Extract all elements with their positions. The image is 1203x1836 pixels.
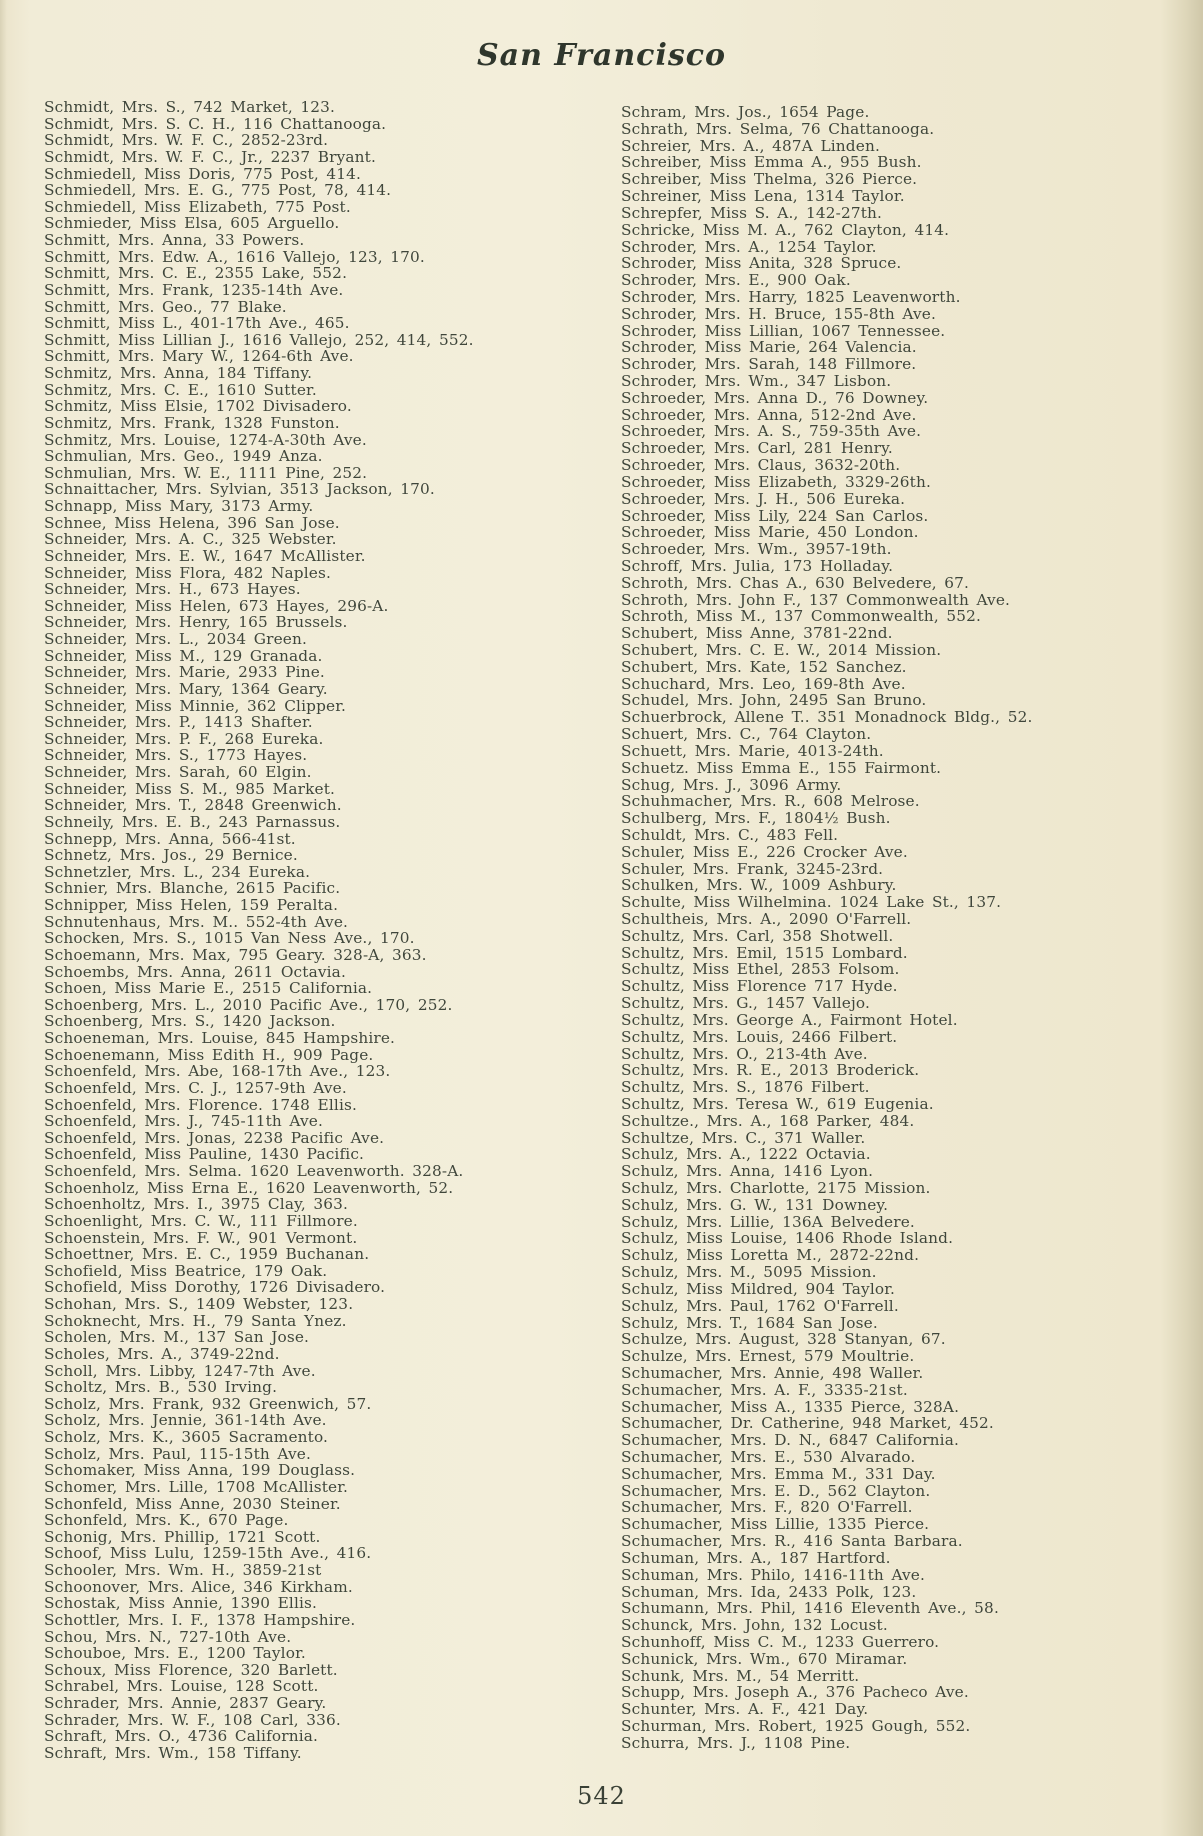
directory-entry: Schnetz, Mrs. Jos., 29 Bernice. <box>44 846 298 865</box>
directory-entry: Schreier, Mrs. A., 487A Linden. <box>621 136 880 155</box>
directory-entry: Schraft, Mrs. O., 4736 California. <box>44 1727 319 1746</box>
directory-entry: Schoen, Miss Marie E., 2515 California. <box>44 979 373 998</box>
directory-entry: Schneider, Miss Helen, 673 Hayes, 296-A. <box>44 596 389 615</box>
directory-entry: Schraft, Mrs. Wm., 158 Tiffany. <box>44 1743 302 1762</box>
directory-entry: Schrabel, Mrs. Louise, 128 Scott. <box>44 1677 319 1696</box>
directory-entry: Schultze, Mrs. C., 371 Waller. <box>621 1128 866 1147</box>
directory-entry: Schneily, Mrs. E. B., 243 Parnassus. <box>44 812 341 831</box>
directory-entry: Schmitt, Miss Lillian J., 1616 Vallejo, 252, 414, 552. <box>44 330 474 349</box>
directory-entry: Schultz, Mrs. Carl, 358 Shotwell. <box>621 926 894 945</box>
directory-entry: Schroder, Miss Anita, 328 Spruce. <box>621 254 902 273</box>
directory-entry: Schmitt, Mrs. Anna, 33 Powers. <box>44 231 305 249</box>
directory-entry: Scholz, Mrs. Paul, 115-15th Ave. <box>44 1444 312 1463</box>
directory-entry: Schneider, Mrs. Mary, 1364 Geary. <box>44 679 328 698</box>
directory-entry: Schumacher, Mrs. F., 820 O'Farrell. <box>621 1498 913 1517</box>
directory-entry: Schultz, Mrs. George A., Fairmont Hotel. <box>621 1010 958 1029</box>
directory-entry: Schoonover, Mrs. Alice, 346 Kirkham. <box>44 1577 353 1596</box>
directory-entry: Schomer, Mrs. Lille, 1708 McAllister. <box>44 1477 349 1496</box>
directory-entry: Schroeder, Miss Lily, 224 San Carlos. <box>621 506 929 525</box>
directory-entry: Schroeder, Mrs. Claus, 3632-20th. <box>621 456 901 475</box>
directory-entry: Schroder, Mrs. Harry, 1825 Leavenworth. <box>621 287 961 306</box>
directory-entry: Schoenberg, Mrs. L., 2010 Pacific Ave., 170, 252. <box>44 995 453 1014</box>
directory-entry: Schulken, Mrs. W., 1009 Ashbury. <box>621 876 897 895</box>
directory-entry: Schuerbrock, Allene T.. 351 Monadnock Bldg., 52. <box>621 708 1033 727</box>
directory-entry: Schooler, Mrs. Wm. H., 3859-21st <box>44 1561 322 1579</box>
directory-entry: Schrath, Mrs. Selma, 76 Chattanooga. <box>621 119 935 138</box>
directory-entry: Schultz, Mrs. S., 1876 Filbert. <box>621 1078 870 1097</box>
directory-entry: Schnapp, Miss Mary, 3173 Army. <box>44 497 314 515</box>
directory-entry: Schurra, Mrs. J., 1108 Pine. <box>621 1733 851 1752</box>
directory-entry: Schoenstein, Mrs. F. W., 901 Vermont. <box>44 1228 358 1247</box>
directory-entry: Schoenholz, Miss Erna E., 1620 Leavenworth, 52. <box>44 1178 454 1197</box>
directory-entry: Schmitt, Mrs. Geo., 77 Blake. <box>44 297 287 316</box>
directory-entry: Schroeder, Mrs. Anna D., 76 Downey. <box>621 388 929 407</box>
directory-entry: Schroth, Mrs. John F., 137 Commonwealth Ave. <box>621 590 1011 609</box>
directory-entry: Schmitt, Mrs. C. E., 2355 Lake, 552. <box>44 264 348 283</box>
directory-entry: Scholtz, Mrs. B., 530 Irving. <box>44 1378 278 1397</box>
directory-entry: Schroeder, Miss Marie, 450 London. <box>621 523 919 542</box>
directory-entry: Schoenlight, Mrs. C. W., 111 Fillmore. <box>44 1211 358 1230</box>
directory-entry: Schonfeld, Mrs. K., 670 Page. <box>44 1511 289 1530</box>
directory-entry: Schulz, Mrs. T., 1684 San Jose. <box>621 1313 878 1332</box>
directory-entry: Schultz, Mrs. O., 213-4th Ave. <box>621 1044 868 1063</box>
directory-entry: Schulze, Mrs. Ernest, 579 Moultrie. <box>621 1347 915 1366</box>
directory-entry: Schulz, Mrs. Lillie, 136A Belvedere. <box>621 1212 915 1231</box>
directory-entry: Schoux, Miss Florence, 320 Barlett. <box>44 1660 338 1679</box>
directory-entry: Schuert, Mrs. C., 764 Clayton. <box>621 725 872 744</box>
directory-entry: Schulz, Mrs. Charlotte, 2175 Mission. <box>621 1179 931 1197</box>
directory-entry: Scholen, Mrs. M., 137 San Jose. <box>44 1328 310 1347</box>
directory-entry: Schneider, Mrs. Marie, 2933 Pine. <box>44 663 325 682</box>
directory-entry: Schumacher, Mrs. Annie, 498 Waller. <box>621 1363 924 1382</box>
directory-entry: Schmiedell, Mrs. E. G., 775 Post, 78, 414. <box>44 181 392 200</box>
directory-entry: Schroeder, Mrs. Wm., 3957-19th. <box>621 540 892 559</box>
directory-entry: Schneider, Miss Minnie, 362 Clipper. <box>44 696 347 715</box>
directory-entry: Schneider, Mrs. Sarah, 60 Elgin. <box>44 763 312 781</box>
directory-entry: Schmulian, Mrs. W. E., 1111 Pine, 252. <box>44 463 368 482</box>
directory-entry: Schunck, Mrs. John, 132 Locust. <box>621 1616 888 1635</box>
directory-entry: Schulz, Mrs. M., 5095 Mission. <box>621 1263 877 1282</box>
directory-entry: Schmitz, Mrs. Frank, 1328 Funston. <box>44 413 340 432</box>
directory-entry: Schnaittacher, Mrs. Sylvian, 3513 Jackson, 170. <box>44 480 435 499</box>
directory-entry: Schumacher, Mrs. E. D., 562 Clayton. <box>621 1481 931 1500</box>
directory-entry: Schmidt, Mrs. S., 742 Market, 123. <box>44 98 336 116</box>
directory-entry: Schneider, Mrs. Henry, 165 Brussels. <box>44 613 348 632</box>
directory-entry: Schoknecht, Mrs. H., 79 Santa Ynez. <box>44 1311 347 1330</box>
directory-entry: Schunk, Mrs. M., 54 Merritt. <box>621 1666 860 1685</box>
directory-entry: Schnee, Miss Helena, 396 San Jose. <box>44 513 340 532</box>
directory-entry: Schohan, Mrs. S., 1409 Webster, 123. <box>44 1295 354 1313</box>
directory-entry: Schoenemann, Miss Edith H., 909 Page. <box>44 1045 374 1064</box>
directory-entry: Schmitt, Mrs. Edw. A., 1616 Vallejo, 123, 170. <box>44 247 425 266</box>
directory-entry: Schumacher, Mrs. D. N., 6847 California. <box>621 1431 960 1450</box>
directory-entry: Schreiber, Miss Emma A., 955 Bush. <box>621 153 922 172</box>
directory-entry: Schroder, Miss Marie, 264 Valencia. <box>621 338 917 357</box>
directory-entry: Schumacher, Mrs. A. F., 3335-21st. <box>621 1380 908 1399</box>
directory-entry: Schoenfeld, Mrs. J., 745-11th Ave. <box>44 1112 323 1131</box>
directory-entry: Schroeder, Mrs. J. H., 506 Eureka. <box>621 489 906 508</box>
directory-entry: Schottler, Mrs. I. F., 1378 Hampshire. <box>44 1610 356 1629</box>
directory-entry: Schultheis, Mrs. A., 2090 O'Farrell. <box>621 910 912 928</box>
directory-entry: Schumacher, Mrs. Emma M., 331 Day. <box>621 1464 936 1483</box>
directory-entry: Schuman, Mrs. Ida, 2433 Polk, 123. <box>621 1582 917 1601</box>
directory-entry: Schricke, Miss M. A., 762 Clayton, 414. <box>621 220 950 239</box>
directory-entry: Schupp, Mrs. Joseph A., 376 Pacheco Ave. <box>621 1683 969 1702</box>
directory-entry: Schubert, Mrs. C. E. W., 2014 Mission. <box>621 641 942 659</box>
directory-entry: Scholl, Mrs. Libby, 1247-7th Ave. <box>44 1361 316 1380</box>
directory-entry: Schultze., Mrs. A., 168 Parker, 484. <box>621 1111 915 1130</box>
directory-entry: Schoenfeld, Mrs. Selma. 1620 Leavenworth. 328-A. <box>44 1162 464 1180</box>
directory-entry: Scholz, Mrs. K., 3605 Sacramento. <box>44 1428 329 1446</box>
directory-entry: Schulz, Mrs. Paul, 1762 O'Farrell. <box>621 1296 899 1315</box>
directory-entry: Schuhmacher, Mrs. R., 608 Melrose. <box>621 792 920 811</box>
directory-entry: Schmieder, Miss Elsa, 605 Arguello. <box>44 214 340 233</box>
directory-entry: Schoenberg, Mrs. S., 1420 Jackson. <box>44 1012 336 1031</box>
directory-entry: Schuler, Mrs. Frank, 3245-23rd. <box>621 859 884 878</box>
directory-entry: Schoemann, Mrs. Max, 795 Geary. 328-A, 363. <box>44 945 427 964</box>
directory-entry: Schulz, Mrs. Anna, 1416 Lyon. <box>621 1162 874 1181</box>
directory-entry: Schultz, Mrs. G., 1457 Vallejo. <box>621 994 870 1013</box>
directory-entry: Schrepfer, Miss S. A., 142-27th. <box>621 203 883 222</box>
directory-entry: Scholes, Mrs. A., 3749-22nd. <box>44 1344 280 1363</box>
directory-entry: Schug, Mrs. J., 3096 Army. <box>621 775 842 794</box>
directory-entry: Schneider, Mrs. P., 1413 Shafter. <box>44 713 313 732</box>
directory-entry: Scholz, Mrs. Frank, 932 Greenwich, 57. <box>44 1394 372 1413</box>
directory-entry: Schrader, Mrs. W. F., 108 Carl, 336. <box>44 1710 341 1729</box>
directory-entry: Schneider, Mrs. S., 1773 Hayes. <box>44 746 308 765</box>
directory-entry: Schulberg, Mrs. F., 1804½ Bush. <box>621 809 891 828</box>
directory-entry: Schroeder, Mrs. Anna, 512-2nd Ave. <box>621 405 917 424</box>
directory-entry: Schumacher, Miss A., 1335 Pierce, 328A. <box>621 1397 960 1416</box>
directory-entry: Schreiner, Miss Lena, 1314 Taylor. <box>621 187 905 206</box>
directory-entry: Schultz, Mrs. Louis, 2466 Filbert. <box>621 1027 898 1046</box>
directory-entry: Schubert, Mrs. Kate, 152 Sanchez. <box>621 657 907 676</box>
directory-entry: Schroder, Mrs. E., 900 Oak. <box>621 271 851 290</box>
directory-entry: Schram, Mrs. Jos., 1654 Page. <box>621 103 870 121</box>
directory-entry: Schunick, Mrs. Wm., 670 Miramar. <box>621 1649 908 1668</box>
directory-entry: Schmidt, Mrs. W. F. C., 2852-23rd. <box>44 131 329 150</box>
directory-entry: Schumacher, Miss Lillie, 1335 Pierce. <box>621 1515 930 1534</box>
directory-entry: Schoettner, Mrs. E. C., 1959 Buchanan. <box>44 1245 370 1264</box>
directory-entry: Schulz, Miss Loretta M., 2872-22nd. <box>621 1246 920 1265</box>
directory-entry: Schmiedell, Miss Elizabeth, 775 Post. <box>44 197 351 216</box>
directory-entry: Schunhoff, Miss C. M., 1233 Guerrero. <box>621 1632 940 1651</box>
directory-entry: Schulz, Miss Mildred, 904 Taylor. <box>621 1279 896 1298</box>
directory-entry: Schneider, Mrs. P. F., 268 Eureka. <box>44 729 324 748</box>
directory-entry: Schultz, Miss Ethel, 2853 Folsom. <box>621 960 900 979</box>
directory-entry: Schurman, Mrs. Robert, 1925 Gough, 552. <box>621 1717 971 1735</box>
page-number: 542 <box>577 1782 626 1810</box>
directory-entry: Schroth, Miss M., 137 Commonwealth, 552. <box>621 607 981 626</box>
directory-entry: Schumacher, Mrs. R., 416 Santa Barbara. <box>621 1532 963 1551</box>
directory-entry: Schultz, Mrs. Teresa W., 619 Eugenia. <box>621 1094 934 1113</box>
directory-entry: Schroder, Mrs. Wm., 347 Lisbon. <box>621 372 892 390</box>
directory-entry: Schulz, Miss Louise, 1406 Rhode Island. <box>621 1229 954 1248</box>
directory-entry: Schroder, Mrs. H. Bruce, 155-8th Ave. <box>621 304 936 323</box>
directory-entry: Schroff, Mrs. Julia, 173 Holladay. <box>621 556 894 575</box>
directory-entry: Schoenfeld, Miss Pauline, 1430 Pacific. <box>44 1145 365 1164</box>
directory-entry: Scholz, Mrs. Jennie, 361-14th Ave. <box>44 1411 327 1430</box>
directory-entry: Schoenfeld, Mrs. C. J., 1257-9th Ave. <box>44 1078 347 1097</box>
directory-entry: Schmitz, Mrs. Louise, 1274-A-30th Ave. <box>44 430 367 449</box>
directory-entry: Schonig, Mrs. Phillip, 1721 Scott. <box>44 1527 321 1546</box>
directory-entry: Schroder, Mrs. Sarah, 148 Fillmore. <box>621 355 917 374</box>
directory-entry: Schoenfeld, Mrs. Jonas, 2238 Pacific Ave. <box>44 1128 385 1147</box>
directory-entry: Schroeder, Mrs. A. S., 759-35th Ave. <box>621 422 922 441</box>
directory-entry: Schunter, Mrs. A. F., 421 Day. <box>621 1700 869 1719</box>
directory-entry: Schoenholtz, Mrs. I., 3975 Clay, 363. <box>44 1195 349 1214</box>
directory-entry: Schoembs, Mrs. Anna, 2611 Octavia. <box>44 962 346 981</box>
directory-entry: Schomaker, Miss Anna, 199 Douglass. <box>44 1461 356 1480</box>
directory-entry: Schnipper, Miss Helen, 159 Peralta. <box>44 896 339 914</box>
directory-entry: Schroder, Miss Lillian, 1067 Tennessee. <box>621 321 946 340</box>
directory-entry: Schuchard, Mrs. Leo, 169-8th Ave. <box>621 674 906 693</box>
directory-entry: Schouboe, Mrs. E., 1200 Taylor. <box>44 1644 306 1663</box>
directory-entry: Schoeneman, Mrs. Louise, 845 Hampshire. <box>44 1029 396 1047</box>
directory-entry: Schneider, Mrs. A. C., 325 Webster. <box>44 530 337 549</box>
directory-entry: Schou, Mrs. N., 727-10th Ave. <box>44 1627 292 1646</box>
directory-entry: Schudel, Mrs. John, 2495 San Bruno. <box>621 691 927 710</box>
directory-entry: Schuetz. Miss Emma E., 155 Fairmont. <box>621 758 942 777</box>
directory-entry: Schmitt, Miss L., 401-17th Ave., 465. <box>44 314 350 333</box>
directory-entry: Schuler, Miss E., 226 Crocker Ave. <box>621 842 908 861</box>
directory-entry: Schonfeld, Miss Anne, 2030 Steiner. <box>44 1494 341 1513</box>
directory-entry: Schuman, Mrs. A., 187 Hartford. <box>621 1548 891 1567</box>
directory-column-left <box>44 99 604 1762</box>
directory-entry: Schnetzler, Mrs. L., 234 Eureka. <box>44 862 311 881</box>
directory-entry: Schnutenhaus, Mrs. M.. 552-4th Ave. <box>44 912 349 931</box>
directory-entry: Schneider, Mrs. T., 2848 Greenwich. <box>44 796 342 815</box>
directory-entry: Schocken, Mrs. S., 1015 Van Ness Ave., 170. <box>44 929 415 948</box>
directory-entry: Schmulian, Mrs. Geo., 1949 Anza. <box>44 447 323 466</box>
directory-entry: Schulte, Miss Wilhelmina. 1024 Lake St., 137. <box>621 893 1002 912</box>
directory-entry: Schulze, Mrs. August, 328 Stanyan, 67. <box>621 1330 946 1349</box>
directory-entry: Schultz, Mrs. R. E., 2013 Broderick. <box>621 1061 920 1080</box>
directory-entry: Schumacher, Mrs. E., 530 Alvarado. <box>621 1448 916 1466</box>
directory-entry: Schnepp, Mrs. Anna, 566-41st. <box>44 829 296 848</box>
directory-entry: Schultz, Miss Florence 717 Hyde. <box>621 977 898 996</box>
directory-entry: Schneider, Miss M., 129 Granada. <box>44 646 323 665</box>
directory-entry: Schroeder, Miss Elizabeth, 3329-26th. <box>621 472 931 491</box>
directory-entry: Schofield, Miss Beatrice, 179 Oak. <box>44 1261 328 1280</box>
directory-entry: Schmidt, Mrs. S. C. H., 116 Chattanooga. <box>44 114 387 133</box>
directory-entry: Schneider, Miss Flora, 482 Naples. <box>44 563 332 582</box>
directory-entry: Schmitt, Mrs. Frank, 1235-14th Ave. <box>44 280 344 299</box>
directory-entry: Schubert, Miss Anne, 3781-22nd. <box>621 624 893 643</box>
directory-entry: Schmitt, Mrs. Mary W., 1264-6th Ave. <box>44 347 354 366</box>
directory-entry: Schneider, Mrs. E. W., 1647 McAllister. <box>44 546 366 565</box>
directory-entry: Schmiedell, Miss Doris, 775 Post, 414. <box>44 164 361 183</box>
directory-entry: Schumacher, Dr. Catherine, 948 Market, 452. <box>621 1414 994 1433</box>
directory-entry: Schulz, Mrs. G. W., 131 Downey. <box>621 1195 889 1214</box>
directory-column-right <box>621 104 1196 1752</box>
directory-entry: Schmitz, Mrs. Anna, 184 Tiffany. <box>44 364 313 382</box>
directory-entry: Schmitz, Miss Elsie, 1702 Divisadero. <box>44 397 352 416</box>
directory-entry: Schofield, Miss Dorothy, 1726 Divisadero. <box>44 1278 386 1297</box>
directory-entry: Schuldt, Mrs. C., 483 Fell. <box>621 825 839 844</box>
directory-entry: Schultz, Mrs. Emil, 1515 Lombard. <box>621 943 908 962</box>
directory-entry: Schreiber, Miss Thelma, 326 Pierce. <box>621 170 918 189</box>
directory-entry: Schroth, Mrs. Chas A., 630 Belvedere, 67. <box>621 573 970 592</box>
directory-entry: Schostak, Miss Annie, 1390 Ellis. <box>44 1594 318 1613</box>
directory-entry: Schmitz, Mrs. C. E., 1610 Sutter. <box>44 380 317 399</box>
directory-entry: Schoenfeld, Mrs. Florence. 1748 Ellis. <box>44 1095 358 1114</box>
directory-entry: Schoof, Miss Lulu, 1259-15th Ave., 416. <box>44 1544 372 1563</box>
directory-entry: Schumann, Mrs. Phil, 1416 Eleventh Ave., 58. <box>621 1599 999 1618</box>
directory-entry: Schneider, Mrs. L., 2034 Green. <box>44 630 307 648</box>
directory-entry: Schrader, Mrs. Annie, 2837 Geary. <box>44 1694 327 1712</box>
directory-entry: Schneider, Miss S. M., 985 Market. <box>44 779 336 798</box>
directory-entry: Schneider, Mrs. H., 673 Hayes. <box>44 580 301 599</box>
directory-entry: Schuman, Mrs. Philo, 1416-11th Ave. <box>621 1565 926 1584</box>
page-title: San Francisco <box>476 38 726 73</box>
directory-entry: Schuett, Mrs. Marie, 4013-24th. <box>621 741 884 760</box>
directory-entry: Schnier, Mrs. Blanche, 2615 Pacific. <box>44 879 341 898</box>
directory-entry: Schoenfeld, Mrs. Abe, 168-17th Ave., 123. <box>44 1062 391 1081</box>
directory-entry: Schulz, Mrs. A., 1222 Octavia. <box>621 1145 871 1164</box>
directory-entry: Schroeder, Mrs. Carl, 281 Henry. <box>621 439 893 458</box>
directory-entry: Schmidt, Mrs. W. F. C., Jr., 2237 Bryant. <box>44 147 376 166</box>
directory-entry: Schroder, Mrs. A., 1254 Taylor. <box>621 237 877 256</box>
